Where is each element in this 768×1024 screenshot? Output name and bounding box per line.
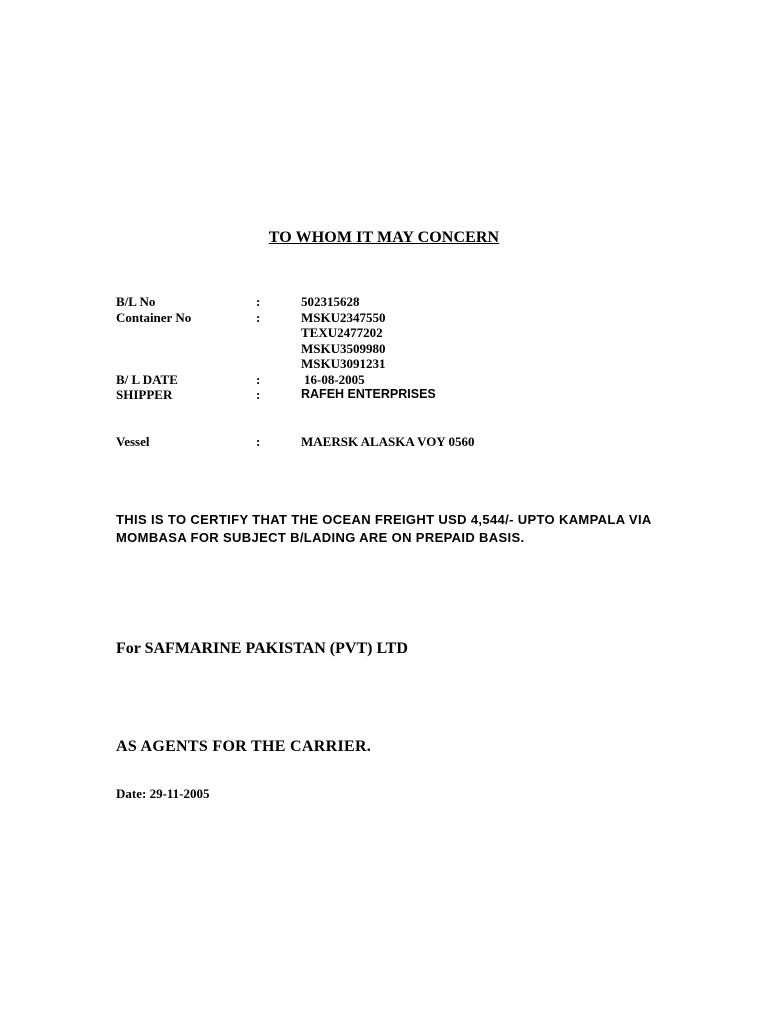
field-value: MSKU3509980 — [301, 340, 386, 356]
field-value: 502315628 — [301, 294, 360, 309]
field-label: Container No — [116, 309, 192, 325]
field-value: RAFEH ENTERPRISES — [301, 387, 436, 401]
date-line: Date: 29-11-2005 — [116, 786, 210, 801]
field-value: MSKU2347550 — [301, 309, 386, 325]
field-label: B/ L DATE — [116, 371, 178, 387]
field-colon: : — [256, 433, 261, 449]
field-colon: : — [256, 371, 261, 387]
field-value: TEXU2477202 — [301, 325, 383, 340]
field-colon: : — [256, 294, 261, 309]
field-label: Vessel — [116, 433, 150, 449]
field-colon: : — [256, 309, 261, 325]
company-line: For SAFMARINE PAKISTAN (PVT) LTD — [116, 640, 408, 657]
certification-paragraph: THIS IS TO CERTIFY THAT THE OCEAN FREIGHT USD 4,544/- UPTO KAMPALA VIA MOMBASA FOR SUBJECT B/LADING ARE ON PREPAID BASIS. — [116, 512, 652, 545]
field-label: SHIPPER — [116, 387, 173, 402]
agents-line: AS AGENTS FOR THE CARRIER. — [116, 738, 372, 755]
field-value: 16-08-2005 — [304, 371, 365, 387]
field-value: MSKU3091231 — [301, 356, 386, 371]
field-value: MAERSK ALASKA VOY 0560 — [301, 433, 475, 449]
field-colon: : — [256, 387, 261, 402]
field-label: B/L No — [116, 294, 156, 309]
document-title: TO WHOM IT MAY CONCERN — [268, 229, 500, 246]
